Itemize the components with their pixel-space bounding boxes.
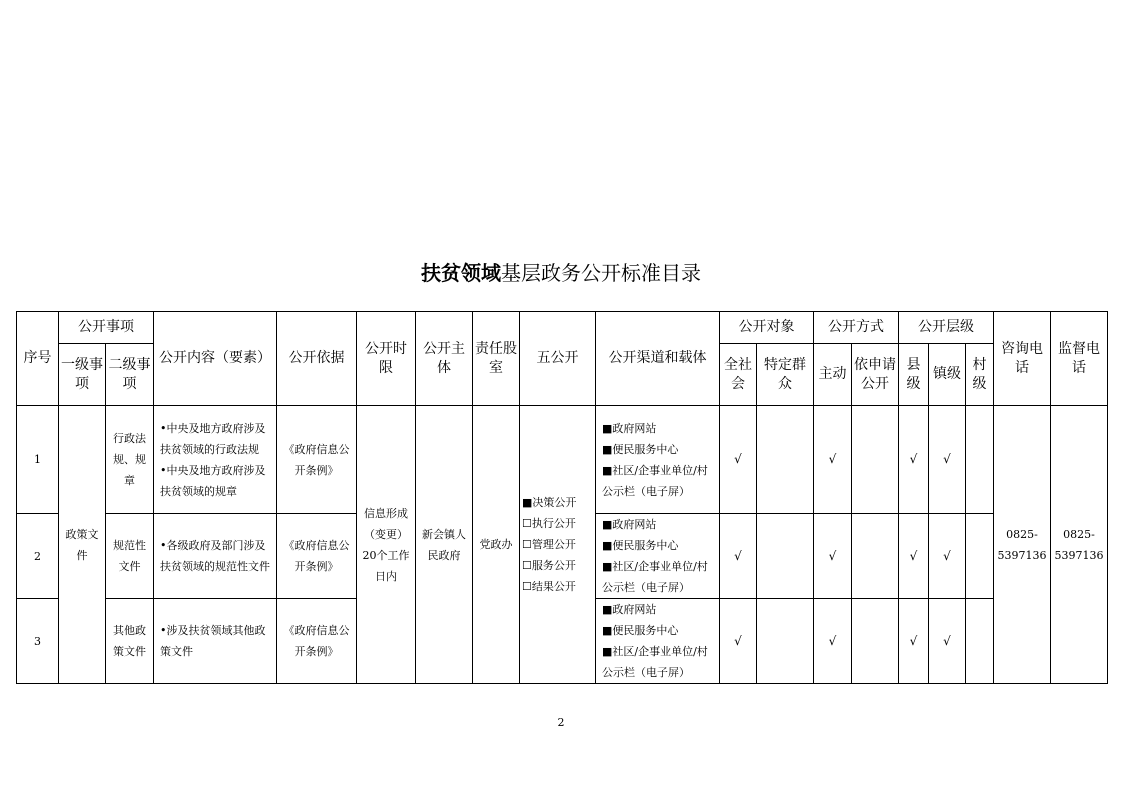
five-option: ☐管理公开: [522, 538, 576, 551]
five-option: ☐结果公开: [522, 580, 576, 593]
row-basis: 《政府信息公开条例》: [277, 599, 357, 684]
header-target: 公开对象: [720, 312, 814, 344]
header-dept: 责任股室: [473, 312, 520, 406]
five-option: ☐服务公开: [522, 559, 576, 572]
header-request: 依申请公开: [852, 344, 899, 406]
channel-item: ■政府网站: [602, 421, 657, 435]
channel-item: ■社区/企事业单位/村公示栏（电子屏）: [602, 463, 708, 498]
check-request: [852, 406, 899, 514]
check-town: √: [929, 599, 966, 684]
row-channels: [596, 514, 720, 599]
five-option: ■决策公开: [522, 496, 577, 509]
header-items: 公开事项: [59, 312, 154, 344]
row-basis: 《政府信息公开条例》: [277, 406, 357, 514]
header-basis: 公开依据: [277, 312, 357, 406]
channel-item: ■便民服务中心: [602, 539, 679, 552]
row-content: [154, 599, 277, 684]
supervise-phone: 0825-5397136: [1051, 406, 1108, 684]
title-bold-part: 扶贫领域: [421, 261, 501, 285]
header-subject: 公开主体: [416, 312, 473, 406]
row-content: [154, 406, 277, 514]
check-specific: [757, 599, 814, 684]
subject-cell: 新会镇人民政府: [416, 406, 473, 684]
consult-phone: 0825-5397136: [994, 406, 1051, 684]
header-whole: 全社会: [720, 344, 757, 406]
content-item: •各级政府及部门涉及扶贫领域的规范性文件: [160, 539, 270, 573]
check-whole: √: [720, 514, 757, 599]
channel-item: ■便民服务中心: [602, 624, 679, 637]
check-town: √: [929, 514, 966, 599]
header-level1: 一级事项: [59, 344, 106, 406]
content-item: •涉及扶贫领域其他政策文件: [160, 624, 266, 658]
header-specific: 特定群众: [757, 344, 814, 406]
check-specific: [757, 514, 814, 599]
title-rest-part: 基层政务公开标准目录: [501, 261, 701, 285]
row-seq: 1: [17, 406, 59, 514]
header-county: 县级: [899, 344, 929, 406]
row-basis: 《政府信息公开条例》: [277, 514, 357, 599]
catalog-table: [16, 311, 1108, 684]
header-consult: 咨询电话: [994, 312, 1051, 406]
header-village: 村级: [966, 344, 994, 406]
header-level: 公开层级: [899, 312, 994, 344]
check-village: [966, 599, 994, 684]
row-level2: 规范性文件: [106, 514, 154, 599]
header-method: 公开方式: [814, 312, 899, 344]
header-level2: 二级事项: [106, 344, 154, 406]
check-request: [852, 514, 899, 599]
dept-cell: 党政办: [473, 406, 520, 684]
channel-item: ■社区/企事业单位/村公示栏（电子屏）: [602, 560, 708, 594]
check-county: √: [899, 406, 929, 514]
header-channel: 公开渠道和载体: [596, 312, 720, 406]
row-level2: 其他政策文件: [106, 599, 154, 684]
level1-cell: 政策文件: [59, 406, 106, 684]
row-content: [154, 514, 277, 599]
check-town: √: [929, 406, 966, 514]
check-village: [966, 406, 994, 514]
row-channels: [596, 599, 720, 684]
check-active: √: [814, 599, 852, 684]
header-five: 五公开: [520, 312, 596, 406]
check-active: √: [814, 406, 852, 514]
check-village: [966, 514, 994, 599]
channel-item: ■政府网站: [602, 518, 657, 531]
check-active: √: [814, 514, 852, 599]
page-number: 2: [557, 716, 565, 729]
channel-item: ■便民服务中心: [602, 442, 679, 456]
content-item: •中央及地方政府涉及扶贫领域的规章: [160, 463, 266, 498]
header-content: 公开内容（要素）: [154, 312, 277, 406]
page-title: [0, 257, 1122, 286]
header-supervise: 监督电话: [1051, 312, 1108, 406]
channel-item: ■政府网站: [602, 603, 657, 616]
check-whole: √: [720, 599, 757, 684]
check-county: √: [899, 514, 929, 599]
check-specific: [757, 406, 814, 514]
time-cell: 信息形成（变更）20个工作日内: [357, 406, 416, 684]
row-channels: [596, 406, 720, 514]
header-active: 主动: [814, 344, 852, 406]
header-time: 公开时限: [357, 312, 416, 406]
table-row: [17, 406, 1108, 514]
header-town: 镇级: [929, 344, 966, 406]
channel-item: ■社区/企事业单位/村公示栏（电子屏）: [602, 645, 708, 679]
five-public-cell: [520, 406, 596, 684]
content-item: •中央及地方政府涉及扶贫领域的行政法规: [160, 421, 266, 456]
check-county: √: [899, 599, 929, 684]
five-option: ☐执行公开: [522, 517, 576, 530]
row-seq: 3: [17, 599, 59, 684]
header-seq: 序号: [17, 312, 59, 406]
check-request: [852, 599, 899, 684]
check-whole: √: [720, 406, 757, 514]
row-level2: 行政法规、规章: [106, 406, 154, 514]
row-seq: 2: [17, 514, 59, 599]
